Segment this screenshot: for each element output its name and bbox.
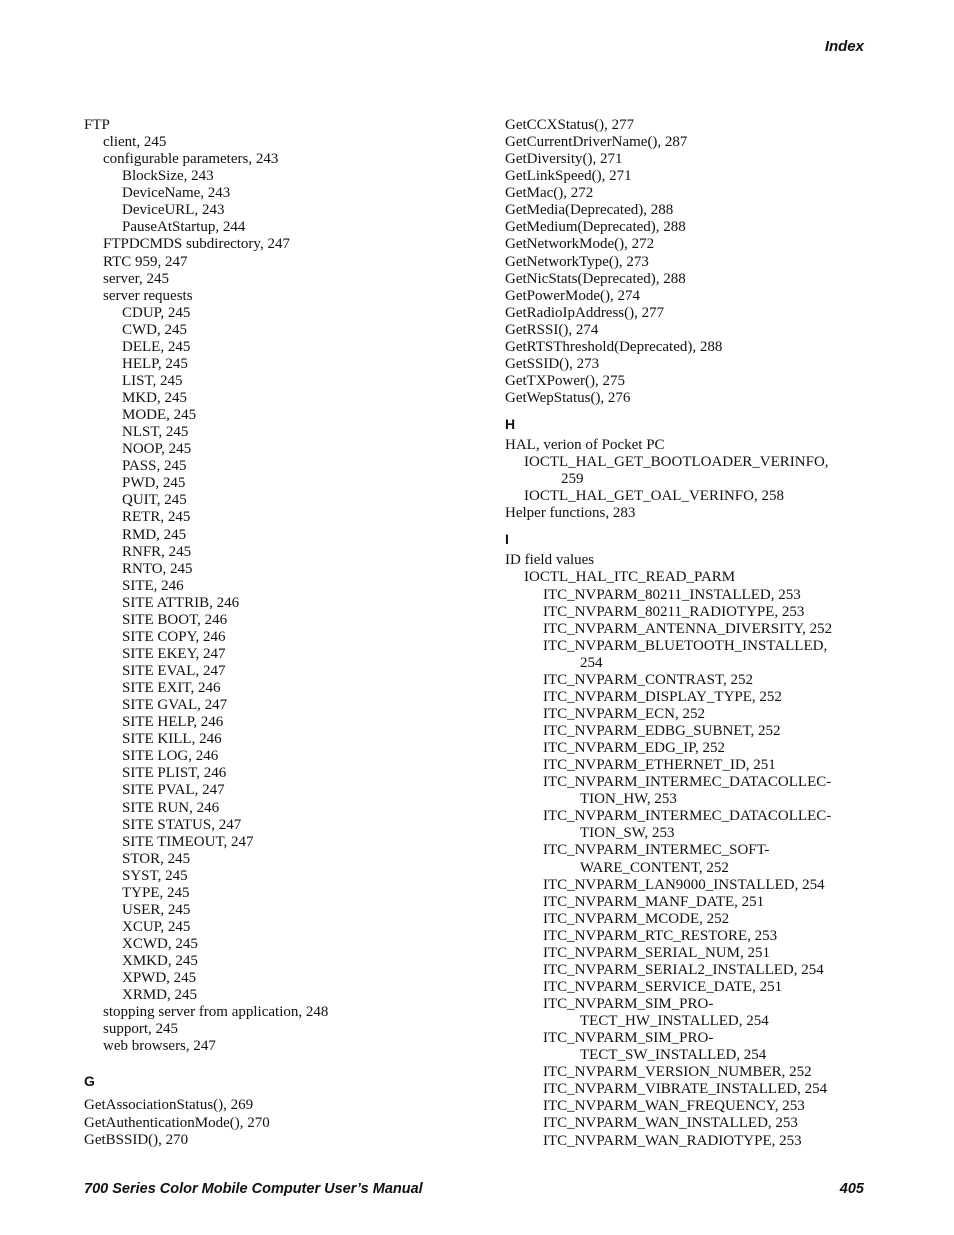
index-entry: DeviceName, 243 [122,185,231,202]
index-entry: GetLinkSpeed(), 271 [505,168,632,185]
index-entry: PWD, 245 [122,475,186,492]
index-entry: RNTO, 245 [122,560,193,577]
index-entry: RMD, 245 [122,526,187,543]
index-entry: ITC_NVPARM_BLUETOOTH_INSTALLED, [543,637,828,654]
index-entry: XCUP, 245 [122,918,191,935]
index-entry: WARE_CONTENT, 252 [580,859,729,876]
index-entry: ITC_NVPARM_INTERMEC_SOFT- [543,842,770,859]
index-entry: GetMedia(Deprecated), 288 [505,202,674,219]
index-entry: NOOP, 245 [122,441,192,458]
footer-manual-title: 700 Series Color Mobile Computer User’s Manual [84,1181,423,1197]
index-entry: client, 245 [103,134,167,151]
index-entry: web browsers, 247 [103,1038,216,1055]
index-entry: PASS, 245 [122,458,187,475]
index-entry: XPWD, 245 [122,970,197,987]
index-entry: SITE, 246 [122,577,184,594]
index-entry: SITE COPY, 246 [122,628,226,645]
index-entry: GetAuthenticationMode(), 270 [84,1114,270,1131]
index-entry: TECT_HW_INSTALLED, 254 [580,1013,769,1030]
footer-page-number: 405 [839,1181,864,1197]
index-entry: ITC_NVPARM_SIM_PRO- [543,996,714,1012]
index-entry: ITC_NVPARM_INTERMEC_DATACOLLEC- [543,808,832,825]
index-column-right [505,117,832,1150]
index-entry: XCWD, 245 [122,936,198,952]
index-entry: BlockSize, 243 [122,168,214,185]
index-entry: IOCTL_HAL_GET_OAL_VERINFO, 258 [524,488,784,505]
index-entry: server requests [103,287,193,304]
index-entry: MKD, 245 [122,390,188,406]
index-entry: GetDiversity(), 271 [505,151,623,168]
index-entry: ITC_NVPARM_80211_RADIOTYPE, 253 [543,603,805,620]
index-entry: CDUP, 245 [122,304,191,321]
index-entry: ITC_NVPARM_ECN, 252 [543,705,705,722]
index-letter-heading: H [505,416,516,433]
index-entry: server, 245 [103,270,170,287]
index-entry: ITC_NVPARM_CONTRAST, 252 [543,671,754,688]
index-entry: GetNetworkType(), 273 [505,253,649,270]
index-entry: configurable parameters, 243 [103,151,279,168]
index-entry: GetWepStatus(), 276 [505,390,631,406]
index-entry: GetPowerMode(), 274 [505,287,640,304]
index-entry: RETR, 245 [122,509,191,526]
index-entry: SYST, 245 [122,867,188,884]
index-entry: HELP, 245 [122,355,188,372]
index-entry: ITC_NVPARM_ETHERNET_ID, 251 [543,757,776,774]
running-header-section: Index [824,38,864,55]
index-entry: ITC_NVPARM_EDBG_SUBNET, 252 [543,723,781,739]
index-entry: RNFR, 245 [122,543,192,560]
index-entry: MODE, 245 [122,407,197,424]
index-entry: STOR, 245 [122,850,191,867]
index-entry: SITE PLIST, 246 [122,765,227,782]
index-entry: ITC_NVPARM_SIM_PRO- [543,1030,714,1047]
index-entry: SITE PVAL, 247 [122,782,225,799]
index-entry: GetSSID(), 273 [505,355,600,372]
index-entry: ITC_NVPARM_DISPLAY_TYPE, 252 [543,688,782,705]
index-entry: TECT_SW_INSTALLED, 254 [580,1047,767,1064]
index-entry: GetRadioIpAddress(), 277 [505,304,665,321]
index-entry: ITC_NVPARM_VIBRATE_INSTALLED, 254 [543,1081,828,1098]
index-entry: 254 [580,654,603,671]
index-entry: SITE EKEY, 247 [122,645,226,662]
index-entry: LIST, 245 [122,372,183,389]
index-entry: ITC_NVPARM_RTC_RESTORE, 253 [543,927,778,944]
index-entry: CWD, 245 [122,321,187,338]
index-letter-heading: I [505,531,509,548]
index-entry: NLST, 245 [122,424,189,441]
index-entry: SITE GVAL, 247 [122,697,228,714]
index-entry: 259 [561,471,584,488]
index-entry: GetTXPower(), 275 [505,372,625,389]
index-entry: ITC_NVPARM_LAN9000_INSTALLED, 254 [543,876,825,893]
index-entry: SITE BOOT, 246 [122,611,228,628]
index-entry: ITC_NVPARM_80211_INSTALLED, 253 [543,586,801,603]
index-entry: SITE EXIT, 246 [122,680,221,697]
index-entry: GetAssociationStatus(), 269 [84,1097,254,1114]
index-entry: PauseAtStartup, 244 [122,219,246,236]
index-entry: DELE, 245 [122,338,191,355]
index-entry: ITC_NVPARM_INTERMEC_DATACOLLEC- [543,774,832,791]
index-entry: ITC_NVPARM_EDG_IP, 252 [543,740,725,757]
index-entry: IOCTL_HAL_GET_BOOTLOADER_VERINFO, [524,454,829,471]
index-entry: SITE RUN, 246 [122,799,220,816]
index-entry: ITC_NVPARM_SERIAL_NUM, 251 [543,944,770,961]
index-entry: ITC_NVPARM_ANTENNA_DIVERSITY, 252 [543,620,833,637]
index-entry: ITC_NVPARM_SERIAL2_INSTALLED, 254 [543,961,824,978]
index-entry: ITC_NVPARM_VERSION_NUMBER, 252 [543,1064,812,1081]
index-entry: ID field values [505,552,595,569]
index-entry: DeviceURL, 243 [122,202,225,219]
index-entry: ITC_NVPARM_SERVICE_DATE, 251 [543,978,783,995]
index-entry: FTP [84,117,110,133]
index-entry: HAL, verion of Pocket PC [505,437,665,454]
index-entry: XMKD, 245 [122,953,198,970]
index-entry: ITC_NVPARM_WAN_INSTALLED, 253 [543,1115,798,1132]
index-entry: GetCCXStatus(), 277 [505,117,635,133]
index-entry: RTC 959, 247 [103,253,188,270]
index-entry: GetBSSID(), 270 [84,1131,189,1148]
index-entry: Helper functions, 283 [505,505,636,522]
index-entry: QUIT, 245 [122,492,187,509]
index-entry: USER, 245 [122,901,191,918]
index-entry: SITE KILL, 246 [122,731,222,748]
index-entry: GetNicStats(Deprecated), 288 [505,270,686,287]
index-entry: XRMD, 245 [122,987,198,1004]
index-entry: IOCTL_HAL_ITC_READ_PARM [524,569,736,586]
index-column-left [84,117,328,1149]
index-entry: TION_SW, 253 [580,825,675,842]
index-entry: SITE EVAL, 247 [122,663,226,679]
index-entry: GetRTSThreshold(Deprecated), 288 [505,338,723,355]
index-entry: TION_HW, 253 [580,791,677,808]
index-entry: SITE LOG, 246 [122,748,219,765]
index-letter-heading: G [84,1073,95,1090]
index-entry: ITC_NVPARM_WAN_FREQUENCY, 253 [543,1098,805,1115]
index-entry: GetMac(), 272 [505,185,594,202]
index-entry: GetRSSI(), 274 [505,321,599,338]
index-entry: GetNetworkMode(), 272 [505,236,655,253]
index-entry: support, 245 [103,1021,178,1038]
index-entry: ITC_NVPARM_MANF_DATE, 251 [543,893,765,910]
index-entry: SITE ATTRIB, 246 [122,594,240,611]
index-entry: SITE TIMEOUT, 247 [122,833,254,850]
index-entry: FTPDCMDS subdirectory, 247 [103,236,290,253]
index-entry: ITC_NVPARM_MCODE, 252 [543,910,730,927]
index-entry: ITC_NVPARM_WAN_RADIOTYPE, 253 [543,1132,802,1149]
index-entry: SITE STATUS, 247 [122,816,242,833]
index-entry: SITE HELP, 246 [122,714,224,731]
index-entry: stopping server from application, 248 [103,1004,329,1021]
index-entry: GetMedium(Deprecated), 288 [505,219,686,236]
index-entry: GetCurrentDriverName(), 287 [505,134,688,151]
index-entry: TYPE, 245 [122,884,190,901]
